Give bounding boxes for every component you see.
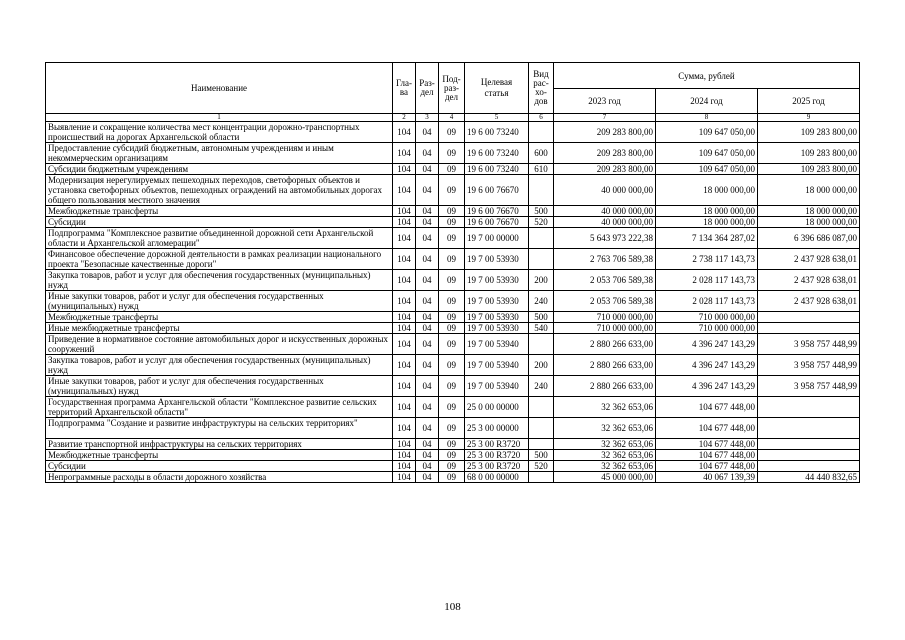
row-sum-2024: 18 000 000,00 bbox=[656, 217, 758, 228]
row-sum-2025: 109 283 800,00 bbox=[758, 122, 860, 143]
row-vid: 240 bbox=[529, 376, 554, 397]
row-razdel: 04 bbox=[416, 228, 439, 249]
row-glava: 104 bbox=[393, 249, 416, 270]
column-index: 7 bbox=[554, 114, 656, 122]
row-sum-2023: 32 362 653,06 bbox=[554, 397, 656, 418]
column-index: 9 bbox=[758, 114, 860, 122]
row-sum-2024: 18 000 000,00 bbox=[656, 175, 758, 206]
row-name: Субсидии бюджетным учреждениям bbox=[46, 164, 393, 175]
row-razdel: 04 bbox=[416, 175, 439, 206]
header-year-2024: 2024 год bbox=[656, 89, 758, 114]
row-sum-2024: 40 067 139,39 bbox=[656, 472, 758, 483]
table-row bbox=[46, 439, 860, 450]
column-index: 6 bbox=[529, 114, 554, 122]
row-vid: 500 bbox=[529, 206, 554, 217]
row-razdel: 04 bbox=[416, 461, 439, 472]
row-glava: 104 bbox=[393, 122, 416, 143]
row-target: 19 7 00 53930 bbox=[465, 291, 529, 312]
row-glava: 104 bbox=[393, 206, 416, 217]
row-name: Приведение в нормативное состояние автомобильных дорог и искусственных дорожных сооружений bbox=[46, 334, 393, 355]
row-razdel: 04 bbox=[416, 206, 439, 217]
row-sum-2024: 109 647 050,00 bbox=[656, 122, 758, 143]
row-vid bbox=[529, 249, 554, 270]
row-name: Непрограммные расходы в области дорожного хозяйства bbox=[46, 472, 393, 483]
row-glava: 104 bbox=[393, 376, 416, 397]
row-name: Субсидии bbox=[46, 461, 393, 472]
header-name: Наименование bbox=[46, 63, 393, 114]
column-index: 8 bbox=[656, 114, 758, 122]
table-row bbox=[46, 323, 860, 334]
row-sum-2024: 109 647 050,00 bbox=[656, 164, 758, 175]
row-vid: 540 bbox=[529, 323, 554, 334]
row-razdel: 04 bbox=[416, 334, 439, 355]
row-name: Подпрограмма "Комплексное развитие объединенной дорожной сети Архангельской области и Архангельской агломерации" bbox=[46, 228, 393, 249]
header-vid bbox=[529, 63, 554, 114]
row-sum-2025 bbox=[758, 418, 860, 439]
row-name: Закупка товаров, работ и услуг для обеспечения государственных (муниципальных) нужд bbox=[46, 270, 393, 291]
row-vid: 610 bbox=[529, 164, 554, 175]
row-sum-2024: 4 396 247 143,29 bbox=[656, 355, 758, 376]
header-vid-text: Вид рас- хо- дов bbox=[533, 69, 549, 106]
row-target: 19 6 00 73240 bbox=[465, 143, 529, 164]
row-sum-2025 bbox=[758, 397, 860, 418]
row-target: 25 3 00 R3720 bbox=[465, 461, 529, 472]
row-sum-2023: 209 283 800,00 bbox=[554, 143, 656, 164]
table-row bbox=[46, 355, 860, 376]
row-sum-2024: 109 647 050,00 bbox=[656, 143, 758, 164]
row-sum-2023: 32 362 653,06 bbox=[554, 439, 656, 450]
row-podrazdel: 09 bbox=[439, 143, 465, 164]
row-sum-2025: 18 000 000,00 bbox=[758, 217, 860, 228]
row-sum-2023: 40 000 000,00 bbox=[554, 175, 656, 206]
row-sum-2023: 710 000 000,00 bbox=[554, 323, 656, 334]
row-glava: 104 bbox=[393, 228, 416, 249]
row-razdel: 04 bbox=[416, 397, 439, 418]
table-row bbox=[46, 291, 860, 312]
row-glava: 104 bbox=[393, 323, 416, 334]
table-row bbox=[46, 175, 860, 206]
row-podrazdel: 09 bbox=[439, 312, 465, 323]
row-glava: 104 bbox=[393, 164, 416, 175]
row-name: Межбюджетные трансферты bbox=[46, 206, 393, 217]
table-row bbox=[46, 217, 860, 228]
row-sum-2023: 32 362 653,06 bbox=[554, 450, 656, 461]
row-sum-2023: 40 000 000,00 bbox=[554, 206, 656, 217]
row-glava: 104 bbox=[393, 461, 416, 472]
row-razdel: 04 bbox=[416, 450, 439, 461]
row-target: 19 7 00 53930 bbox=[465, 249, 529, 270]
row-name: Закупка товаров, работ и услуг для обеспечения государственных (муниципальных) нужд bbox=[46, 355, 393, 376]
row-sum-2023: 2 053 706 589,38 bbox=[554, 270, 656, 291]
header-razdel-text: Раз- дел bbox=[419, 78, 435, 97]
row-glava: 104 bbox=[393, 450, 416, 461]
row-podrazdel: 09 bbox=[439, 461, 465, 472]
row-target: 19 7 00 53940 bbox=[465, 355, 529, 376]
row-name: Подпрограмма "Создание и развитие инфраструктуры на сельских территориях" bbox=[46, 418, 393, 439]
row-razdel: 04 bbox=[416, 164, 439, 175]
row-razdel: 04 bbox=[416, 355, 439, 376]
header-year-2025: 2025 год bbox=[758, 89, 860, 114]
row-sum-2024: 104 677 448,00 bbox=[656, 439, 758, 450]
row-target: 19 6 00 73240 bbox=[465, 122, 529, 143]
row-sum-2024: 2 028 117 143,73 bbox=[656, 270, 758, 291]
row-podrazdel: 09 bbox=[439, 175, 465, 206]
row-sum-2024: 2 028 117 143,73 bbox=[656, 291, 758, 312]
row-sum-2025: 2 437 928 638,01 bbox=[758, 291, 860, 312]
row-sum-2025: 3 958 757 448,99 bbox=[758, 355, 860, 376]
row-podrazdel: 09 bbox=[439, 334, 465, 355]
row-vid: 520 bbox=[529, 461, 554, 472]
row-podrazdel: 09 bbox=[439, 217, 465, 228]
row-sum-2025: 2 437 928 638,01 bbox=[758, 270, 860, 291]
row-name: Модернизация нерегулируемых пешеходных переходов, светофорных объектов и установка светофорных объектов, пешеходных ограждений на автомобильных дорогах общего пользования местного значения bbox=[46, 175, 393, 206]
row-razdel: 04 bbox=[416, 122, 439, 143]
row-razdel: 04 bbox=[416, 249, 439, 270]
row-sum-2023: 45 000 000,00 bbox=[554, 472, 656, 483]
row-razdel: 04 bbox=[416, 291, 439, 312]
header-podrazdel bbox=[439, 63, 465, 114]
table-row bbox=[46, 270, 860, 291]
row-vid bbox=[529, 418, 554, 439]
row-sum-2023: 2 053 706 589,38 bbox=[554, 291, 656, 312]
row-podrazdel: 09 bbox=[439, 376, 465, 397]
row-razdel: 04 bbox=[416, 217, 439, 228]
row-razdel: 04 bbox=[416, 323, 439, 334]
table-row bbox=[46, 376, 860, 397]
row-target: 19 6 00 76670 bbox=[465, 206, 529, 217]
row-sum-2025 bbox=[758, 439, 860, 450]
row-sum-2024: 104 677 448,00 bbox=[656, 450, 758, 461]
page-number: 108 bbox=[444, 601, 461, 613]
row-name: Межбюджетные трансферты bbox=[46, 312, 393, 323]
row-sum-2023: 40 000 000,00 bbox=[554, 217, 656, 228]
column-index: 3 bbox=[416, 114, 439, 122]
row-vid: 200 bbox=[529, 355, 554, 376]
row-sum-2025: 18 000 000,00 bbox=[758, 175, 860, 206]
row-target: 19 7 00 00000 bbox=[465, 228, 529, 249]
row-vid bbox=[529, 472, 554, 483]
row-podrazdel: 09 bbox=[439, 472, 465, 483]
table-row bbox=[46, 312, 860, 323]
row-vid: 200 bbox=[529, 270, 554, 291]
row-sum-2024: 4 396 247 143,29 bbox=[656, 376, 758, 397]
row-target: 19 7 00 53940 bbox=[465, 334, 529, 355]
row-sum-2023: 5 643 973 222,38 bbox=[554, 228, 656, 249]
row-name: Финансовое обеспечение дорожной деятельности в рамках реализации национального проекта "Безопасные качественные дороги" bbox=[46, 249, 393, 270]
row-glava: 104 bbox=[393, 418, 416, 439]
row-target: 19 7 00 53940 bbox=[465, 376, 529, 397]
row-vid: 500 bbox=[529, 450, 554, 461]
row-vid: 500 bbox=[529, 312, 554, 323]
row-podrazdel: 09 bbox=[439, 228, 465, 249]
row-razdel: 04 bbox=[416, 439, 439, 450]
row-target: 19 6 00 73240 bbox=[465, 164, 529, 175]
row-vid bbox=[529, 439, 554, 450]
row-name: Межбюджетные трансферты bbox=[46, 450, 393, 461]
table-row bbox=[46, 334, 860, 355]
header-target-text: Целевая статья bbox=[480, 77, 513, 98]
table-row bbox=[46, 228, 860, 249]
row-sum-2025: 3 958 757 448,99 bbox=[758, 376, 860, 397]
row-sum-2024: 710 000 000,00 bbox=[656, 323, 758, 334]
header-year-2023: 2023 год bbox=[554, 89, 656, 114]
row-sum-2025: 3 958 757 448,99 bbox=[758, 334, 860, 355]
row-target: 19 6 00 76670 bbox=[465, 217, 529, 228]
row-sum-2024: 2 738 117 143,73 bbox=[656, 249, 758, 270]
row-target: 25 0 00 00000 bbox=[465, 397, 529, 418]
row-sum-2025 bbox=[758, 312, 860, 323]
column-index: 1 bbox=[46, 114, 393, 122]
row-sum-2023: 209 283 800,00 bbox=[554, 122, 656, 143]
row-sum-2025: 6 396 686 087,00 bbox=[758, 228, 860, 249]
row-razdel: 04 bbox=[416, 143, 439, 164]
row-sum-2023: 32 362 653,06 bbox=[554, 418, 656, 439]
row-vid bbox=[529, 334, 554, 355]
table-row bbox=[46, 122, 860, 143]
row-sum-2025 bbox=[758, 450, 860, 461]
column-index: 2 bbox=[393, 114, 416, 122]
row-target: 25 3 00 R3720 bbox=[465, 450, 529, 461]
row-vid: 240 bbox=[529, 291, 554, 312]
row-target: 19 7 00 53930 bbox=[465, 270, 529, 291]
row-name: Иные закупки товаров, работ и услуг для обеспечения государственных (муниципальных) нужд bbox=[46, 376, 393, 397]
table-row bbox=[46, 397, 860, 418]
row-sum-2025: 109 283 800,00 bbox=[758, 164, 860, 175]
row-sum-2023: 32 362 653,06 bbox=[554, 461, 656, 472]
row-sum-2024: 18 000 000,00 bbox=[656, 206, 758, 217]
header-target bbox=[465, 63, 529, 114]
row-name: Субсидии bbox=[46, 217, 393, 228]
row-name: Иные межбюджетные трансферты bbox=[46, 323, 393, 334]
table-row bbox=[46, 461, 860, 472]
row-podrazdel: 09 bbox=[439, 164, 465, 175]
row-glava: 104 bbox=[393, 312, 416, 323]
row-sum-2023: 209 283 800,00 bbox=[554, 164, 656, 175]
row-glava: 104 bbox=[393, 439, 416, 450]
row-sum-2025: 2 437 928 638,01 bbox=[758, 249, 860, 270]
row-sum-2025: 109 283 800,00 bbox=[758, 143, 860, 164]
row-vid bbox=[529, 122, 554, 143]
row-vid bbox=[529, 228, 554, 249]
column-index-row bbox=[46, 114, 860, 122]
row-vid bbox=[529, 175, 554, 206]
row-podrazdel: 09 bbox=[439, 291, 465, 312]
row-name: Выявление и сокращение количества мест концентрации дорожно-транспортных происшествий на дорогах Архангельской области bbox=[46, 122, 393, 143]
row-podrazdel: 09 bbox=[439, 450, 465, 461]
budget-table bbox=[45, 62, 860, 483]
row-sum-2025 bbox=[758, 461, 860, 472]
table-row bbox=[46, 472, 860, 483]
row-vid: 520 bbox=[529, 217, 554, 228]
table-row bbox=[46, 418, 860, 439]
row-sum-2024: 710 000 000,00 bbox=[656, 312, 758, 323]
row-podrazdel: 09 bbox=[439, 355, 465, 376]
row-sum-2023: 710 000 000,00 bbox=[554, 312, 656, 323]
row-podrazdel: 09 bbox=[439, 249, 465, 270]
row-glava: 104 bbox=[393, 397, 416, 418]
row-razdel: 04 bbox=[416, 418, 439, 439]
table-body bbox=[46, 114, 860, 483]
row-sum-2025: 44 440 832,65 bbox=[758, 472, 860, 483]
row-podrazdel: 09 bbox=[439, 206, 465, 217]
row-podrazdel: 09 bbox=[439, 439, 465, 450]
row-podrazdel: 09 bbox=[439, 323, 465, 334]
header-glava-text: Гла- ва bbox=[395, 78, 412, 97]
row-sum-2024: 104 677 448,00 bbox=[656, 397, 758, 418]
row-razdel: 04 bbox=[416, 376, 439, 397]
row-target: 19 6 00 76670 bbox=[465, 175, 529, 206]
row-target: 68 0 00 00000 bbox=[465, 472, 529, 483]
row-razdel: 04 bbox=[416, 312, 439, 323]
header-glava bbox=[393, 63, 416, 114]
column-index: 5 bbox=[465, 114, 529, 122]
row-sum-2025: 18 000 000,00 bbox=[758, 206, 860, 217]
header-podrazdel-text: Под- раз- дел bbox=[442, 73, 461, 102]
row-sum-2023: 2 880 266 633,00 bbox=[554, 355, 656, 376]
row-glava: 104 bbox=[393, 217, 416, 228]
row-name: Иные закупки товаров, работ и услуг для обеспечения государственных (муниципальных) нужд bbox=[46, 291, 393, 312]
row-sum-2024: 104 677 448,00 bbox=[656, 461, 758, 472]
table-row bbox=[46, 164, 860, 175]
row-target: 25 3 00 00000 bbox=[465, 418, 529, 439]
row-target: 25 3 00 R3720 bbox=[465, 439, 529, 450]
row-glava: 104 bbox=[393, 472, 416, 483]
row-razdel: 04 bbox=[416, 472, 439, 483]
row-sum-2024: 104 677 448,00 bbox=[656, 418, 758, 439]
row-razdel: 04 bbox=[416, 270, 439, 291]
row-sum-2024: 7 134 364 287,02 bbox=[656, 228, 758, 249]
row-glava: 104 bbox=[393, 291, 416, 312]
column-index: 4 bbox=[439, 114, 465, 122]
row-podrazdel: 09 bbox=[439, 270, 465, 291]
row-glava: 104 bbox=[393, 175, 416, 206]
table-row bbox=[46, 206, 860, 217]
row-sum-2025 bbox=[758, 323, 860, 334]
header-razdel bbox=[416, 63, 439, 114]
row-name: Государственная программа Архангельской области "Комплексное развитие сельских территорий Архангельской области" bbox=[46, 397, 393, 418]
row-sum-2023: 2 880 266 633,00 bbox=[554, 376, 656, 397]
row-target: 19 7 00 53930 bbox=[465, 323, 529, 334]
row-sum-2023: 2 880 266 633,00 bbox=[554, 334, 656, 355]
row-glava: 104 bbox=[393, 334, 416, 355]
row-vid bbox=[529, 397, 554, 418]
row-glava: 104 bbox=[393, 143, 416, 164]
row-vid: 600 bbox=[529, 143, 554, 164]
row-glava: 104 bbox=[393, 355, 416, 376]
row-sum-2024: 4 396 247 143,29 bbox=[656, 334, 758, 355]
row-podrazdel: 09 bbox=[439, 122, 465, 143]
row-podrazdel: 09 bbox=[439, 418, 465, 439]
row-sum-2023: 2 763 706 589,38 bbox=[554, 249, 656, 270]
table-row bbox=[46, 249, 860, 270]
header-sum: Сумма, рублей bbox=[554, 63, 860, 89]
row-target: 19 7 00 53930 bbox=[465, 312, 529, 323]
row-name: Предоставление субсидий бюджетным, автономным учреждениям и иным некоммерческим организациям bbox=[46, 143, 393, 164]
row-name: Развитие транспортной инфраструктуры на сельских территориях bbox=[46, 439, 393, 450]
row-podrazdel: 09 bbox=[439, 397, 465, 418]
table-row bbox=[46, 450, 860, 461]
table-row bbox=[46, 143, 860, 164]
row-glava: 104 bbox=[393, 270, 416, 291]
